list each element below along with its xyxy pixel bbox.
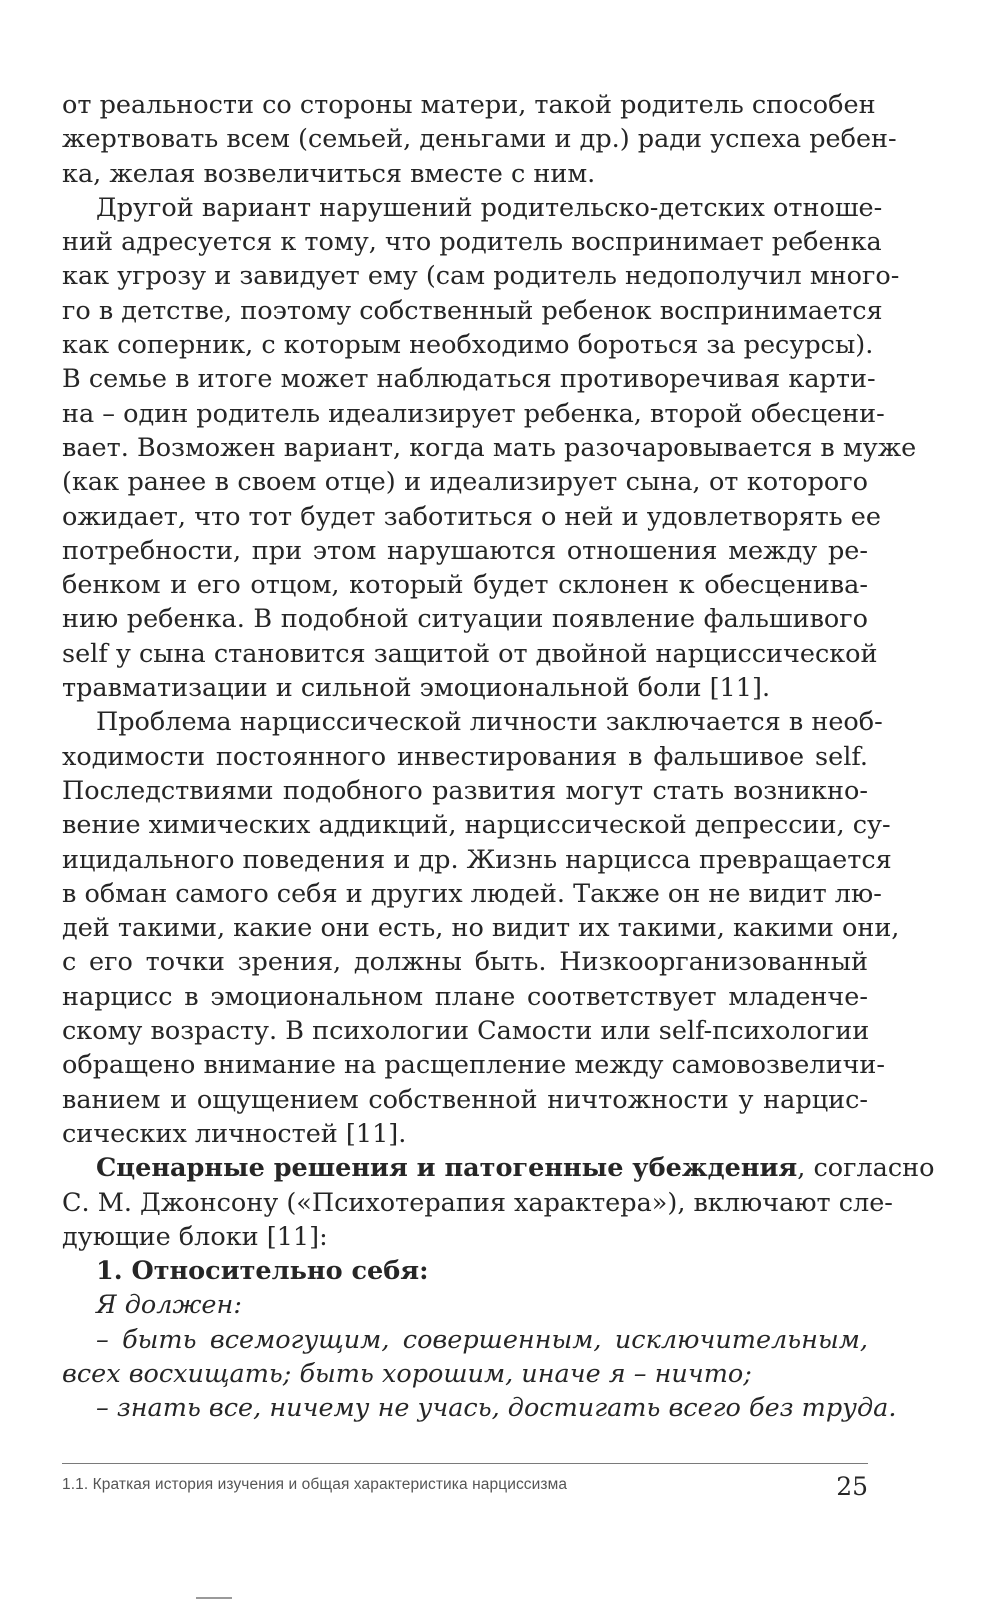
- text-line: ний адресуется к тому, что родитель воспринимает ребенка: [62, 227, 882, 258]
- text-line: дей такими, какие они есть, но видит их такими, какими они,: [62, 913, 900, 944]
- text-line: с его точки зрения, должны быть. Низкоорганизованный: [62, 947, 868, 978]
- text-line: как угрозу и завидует ему (сам родитель недополучил много-: [62, 261, 900, 292]
- text-line: Другой вариант нарушений родительско-детских отноше-: [96, 192, 883, 223]
- italic-item-line: всех восхищать; быть хорошим, иначе я – ничто;: [62, 1358, 752, 1389]
- text-line: вение химических аддикций, нарциссической депрессии, су-: [62, 810, 891, 841]
- text-line: от реальности со стороны матери, такой родитель способен: [62, 90, 876, 120]
- text-line: бенком и его отцом, который будет склонен к обесценива-: [62, 570, 868, 601]
- italic-item-line: – знать все, ничему не учась, достигать всего без труда.: [96, 1393, 897, 1424]
- running-title: 1.1. Краткая история изучения и общая характеристика нарциссизма: [62, 1476, 568, 1493]
- text-line: [62, 1151, 935, 1185]
- text-line: нарцисс в эмоциональном плане соответствует младенче-: [62, 981, 868, 1012]
- italic-block: [62, 1288, 897, 1425]
- paragraph-3: [62, 705, 900, 1151]
- text-line: ходимости постоянного инвестирования в фальшивое self.: [62, 741, 868, 772]
- text-line: на – один родитель идеализирует ребенка, второй обесцени-: [62, 398, 885, 429]
- text-line: нию ребенка. В подобной ситуации появление фальшивого: [62, 604, 868, 635]
- page-body: [62, 88, 935, 1468]
- section-heading: [62, 1254, 868, 1288]
- italic-item-line: – быть всемогущим, совершенным, исключительным,: [96, 1324, 868, 1355]
- text-line: в обман самого себя и других людей. Также он не видит лю-: [62, 878, 882, 909]
- text-line: травматизации и сильной эмоциональной боли [11].: [62, 673, 771, 704]
- scenario-bold-lead: Сценарные решения и патогенные убеждения: [96, 1153, 798, 1184]
- text-line: В семье в итоге может наблюдаться противоречивая карти-: [62, 364, 876, 395]
- italic-intro: Я должен:: [96, 1290, 242, 1321]
- scan-edge-mark: [196, 1597, 232, 1599]
- text-line: Проблема нарциссической личности заключается в необ-: [96, 707, 883, 738]
- text-line: дующие блоки [11]:: [62, 1221, 328, 1252]
- text-line: обращено внимание на расщепление между самовозвеличи-: [62, 1050, 886, 1081]
- section-heading-text: 1. Относительно себя:: [96, 1256, 429, 1287]
- paragraph-scenario: [62, 1151, 935, 1254]
- paragraph-1: [62, 88, 897, 191]
- text-line: вает. Возможен вариант, когда мать разочаровывается в муже: [62, 432, 917, 463]
- text-line: потребности, при этом нарушаются отношения между ре-: [62, 535, 868, 566]
- text-line: го в детстве, поэтому собственный ребенок воспринимается: [62, 295, 883, 326]
- page-number: 25: [836, 1472, 868, 1501]
- text-line: как соперник, с которым необходимо бороться за ресурсы).: [62, 330, 874, 361]
- paragraph-2: [62, 191, 917, 705]
- text-line: скому возрасту. В психологии Самости или self-психологии: [62, 1016, 870, 1047]
- footer-divider: [62, 1463, 868, 1464]
- text-line: сических личностей [11].: [62, 1118, 407, 1149]
- text-line: Последствиями подобного развития могут стать возникно-: [62, 775, 868, 806]
- text-line: ка, желая возвеличиться вместе с ним.: [62, 158, 596, 189]
- text-line: ожидает, что тот будет заботиться о ней и удовлетворять ее: [62, 501, 881, 532]
- text-line: С. М. Джонсону («Психотерапия характера»), включают сле-: [62, 1187, 893, 1218]
- text-line: self у сына становится защитой от двойной нарциссической: [62, 638, 878, 669]
- text-line: (как ранее в своем отце) и идеализирует сына, от которого: [62, 467, 868, 498]
- scenario-line1-rest: , согласно: [797, 1153, 935, 1184]
- text-line: ванием и ощущением собственной ничтожности у нарцис-: [62, 1084, 868, 1115]
- text-line: ицидального поведения и др. Жизнь нарцисса превращается: [62, 844, 892, 875]
- text-line: жертвовать всем (семьей, деньгами и др.) ради успеха ребен-: [62, 124, 897, 155]
